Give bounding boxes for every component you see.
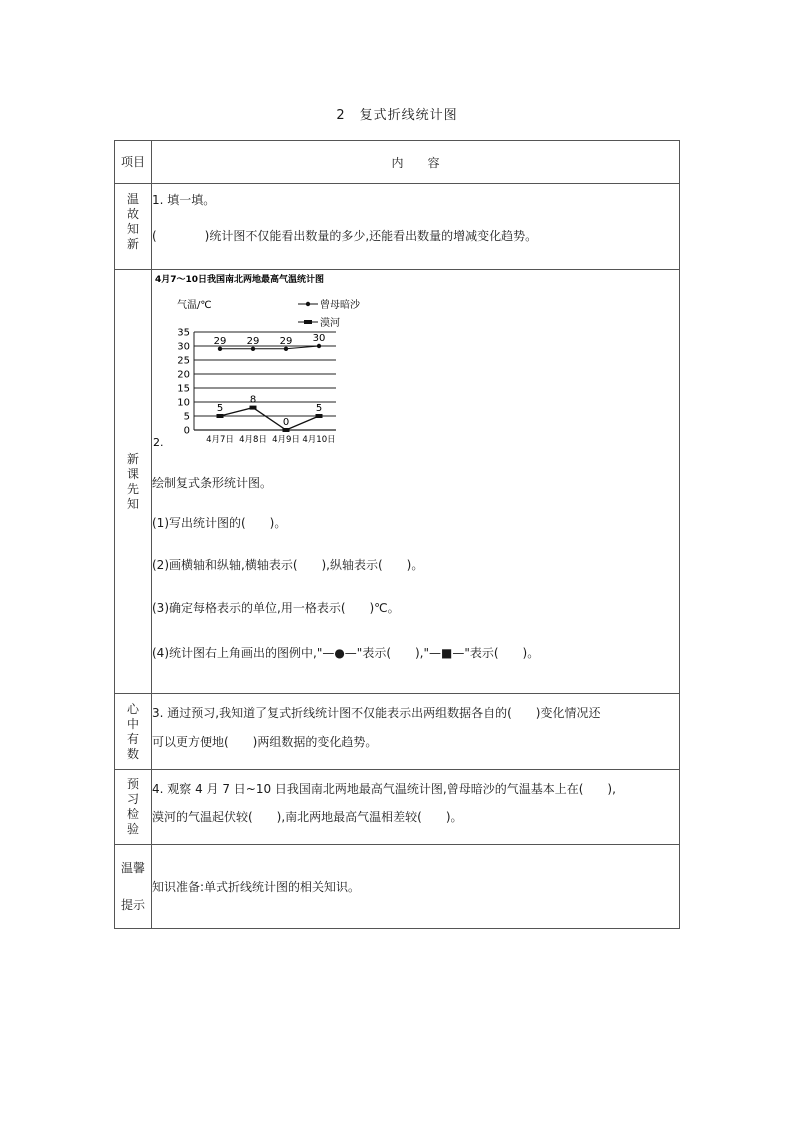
page-title: [0, 104, 794, 123]
tip-content: [152, 845, 680, 929]
y-tick-label: 20: [177, 369, 190, 381]
tip-row: [115, 845, 680, 929]
data-label: 8: [249, 394, 257, 406]
data-point: [283, 428, 290, 432]
y-tick-label: 5: [183, 411, 190, 423]
q3-line2: 可以更方便地( )两组数据的变化趋势。: [152, 735, 378, 749]
chart-title: 4月7～10日我国南北两地最高气温统计图: [155, 275, 325, 285]
data-label: 5: [216, 403, 224, 414]
series-1: [214, 333, 326, 351]
y-tick-label: 0: [183, 425, 190, 437]
y-tick-labels: [177, 328, 190, 437]
item-header: [115, 141, 152, 184]
new-row: [115, 270, 680, 694]
q1-text: ( )统计图不仅能看出数量的多少,还能看出数量的增减变化趋势。: [152, 229, 538, 243]
check-content: [152, 770, 680, 845]
q2-number: 2.: [153, 436, 164, 449]
item-header-label: 项目: [120, 154, 145, 169]
review-label: 温故知新: [126, 192, 139, 251]
tip-text: 知识准备:单式折线统计图的相关知识。: [152, 879, 361, 894]
legend-label: 漠河: [320, 318, 340, 329]
x-tick-label: 4月8日: [239, 435, 267, 445]
data-point: [284, 347, 288, 351]
mind-content: [152, 694, 680, 770]
content-header-label: 内 容: [391, 155, 440, 170]
review-row: [115, 184, 680, 270]
data-label: 5: [315, 403, 323, 414]
legend: [298, 298, 361, 329]
x-tick-label: 4月10日: [302, 435, 336, 445]
review-label-cell: [115, 184, 152, 270]
chart-area: [152, 270, 679, 454]
content-header: [152, 141, 680, 184]
data-point: [316, 414, 323, 418]
y-axis-label: 气温/℃: [177, 300, 212, 311]
series-line: [220, 408, 319, 430]
data-label: 30: [312, 333, 326, 344]
review-content: [152, 184, 680, 270]
title-text: 复式折线统计图: [359, 108, 458, 123]
q2-step2: (2)画横轴和纵轴,横轴表示( ),纵轴表示( )。: [152, 558, 424, 572]
tip-label-cell: [115, 845, 152, 929]
q2-step4: (4)统计图右上角画出的图例中,"—●—"表示( ),"—■—"表示( )。: [152, 646, 540, 660]
series-group: [214, 333, 326, 432]
q2-intro: 绘制复式条形统计图。: [152, 476, 273, 490]
check-row: [115, 770, 680, 845]
x-tick-label: 4月7日: [206, 435, 234, 445]
data-point: [317, 344, 321, 348]
data-label: 29: [246, 335, 260, 347]
legend-label: 曾母暗沙: [320, 300, 360, 311]
new-label-cell: [115, 270, 152, 694]
x-tick-label: 4月9日: [272, 435, 300, 445]
q3-line1: 3. 通过预习,我知道了复式折线统计图不仅能表示出两组数据各自的( )变化情况还: [152, 706, 601, 720]
legend-marker: [306, 302, 310, 306]
data-point: [217, 414, 224, 418]
data-label: 29: [213, 335, 227, 347]
legend-marker: [304, 320, 312, 324]
new-label: 新课先知: [126, 451, 139, 511]
series-2: [217, 395, 323, 432]
y-tick-label: 30: [177, 341, 190, 353]
data-point: [250, 406, 257, 410]
y-tick-label: 25: [177, 355, 190, 367]
mind-label: 心中有数: [126, 701, 139, 761]
check-label: 预习检验: [126, 777, 139, 836]
y-tick-label: 15: [177, 383, 190, 395]
check-label-cell: [115, 770, 152, 845]
q2-step3: (3)确定每格表示的单位,用一格表示( )℃。: [152, 601, 400, 615]
new-content: [152, 270, 680, 694]
tip-label-2: 提示: [120, 897, 145, 912]
q4-line2: 漠河的气温起伏较( ),南北两地最高气温相差较( )。: [152, 810, 463, 824]
temperature-line-chart: [152, 270, 392, 454]
worksheet-table: [114, 140, 680, 929]
mind-label-cell: [115, 694, 152, 770]
tip-label-1: 温馨: [120, 860, 145, 875]
y-tick-label: 35: [177, 327, 190, 339]
q4-line1: 4. 观察 4 月 7 日~10 日我国南北两地最高气温统计图,曾母暗沙的气温基本上在( ),: [152, 782, 616, 796]
title-number: 2: [336, 108, 346, 123]
y-tick-label: 10: [177, 397, 190, 409]
data-label: 0: [282, 417, 290, 428]
q1-title: 1. 填一填。: [152, 193, 216, 207]
mind-row: [115, 694, 680, 770]
x-tick-labels: [206, 435, 336, 445]
data-point: [218, 347, 222, 351]
data-point: [251, 347, 255, 351]
header-row: [115, 141, 680, 184]
q2-step1: (1)写出统计图的( )。: [152, 516, 287, 530]
data-label: 29: [279, 335, 293, 347]
